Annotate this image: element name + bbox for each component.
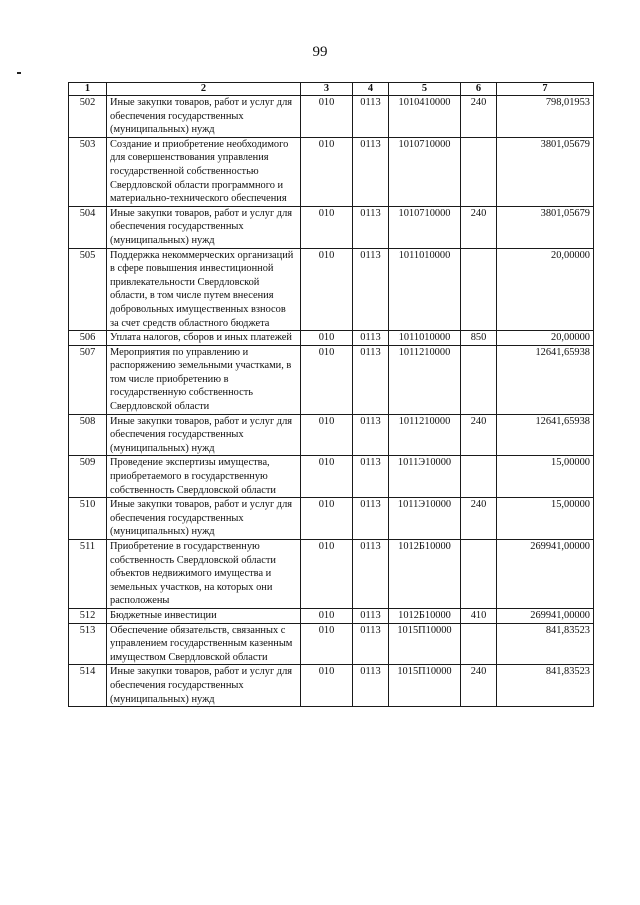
table-row bbox=[69, 456, 594, 498]
row-name: Иные закупки товаров, работ и услуг для обеспечения государственных (муниципальных) нужд bbox=[107, 206, 301, 248]
row-code-4: 0113 bbox=[353, 137, 389, 206]
row-code-6: 850 bbox=[461, 331, 497, 346]
table-row bbox=[69, 331, 594, 346]
row-sum: 269941,00000 bbox=[497, 540, 594, 609]
row-sum: 15,00000 bbox=[497, 498, 594, 540]
row-code-3: 010 bbox=[301, 345, 353, 414]
row-code-4: 0113 bbox=[353, 414, 389, 456]
budget-table bbox=[68, 82, 594, 707]
row-code-4: 0113 bbox=[353, 331, 389, 346]
row-code-4: 0113 bbox=[353, 96, 389, 138]
row-code-5: 1012Б10000 bbox=[389, 608, 461, 623]
row-code-6 bbox=[461, 623, 497, 665]
row-code-4: 0113 bbox=[353, 248, 389, 331]
row-number: 513 bbox=[69, 623, 107, 665]
row-sum: 12641,65938 bbox=[497, 345, 594, 414]
header-col-6: 6 bbox=[461, 83, 497, 96]
table-row bbox=[69, 498, 594, 540]
row-code-5: 1011010000 bbox=[389, 331, 461, 346]
row-sum: 269941,00000 bbox=[497, 608, 594, 623]
row-code-6 bbox=[461, 456, 497, 498]
row-number: 504 bbox=[69, 206, 107, 248]
row-code-6: 410 bbox=[461, 608, 497, 623]
row-code-4: 0113 bbox=[353, 206, 389, 248]
page-number: 99 bbox=[312, 44, 328, 60]
row-code-3: 010 bbox=[301, 248, 353, 331]
row-code-6: 240 bbox=[461, 498, 497, 540]
row-sum: 20,00000 bbox=[497, 248, 594, 331]
row-code-4: 0113 bbox=[353, 665, 389, 707]
row-code-6 bbox=[461, 345, 497, 414]
row-number: 503 bbox=[69, 137, 107, 206]
row-name: Бюджетные инвестиции bbox=[107, 608, 301, 623]
table-body bbox=[69, 96, 594, 707]
row-code-3: 010 bbox=[301, 540, 353, 609]
row-code-3: 010 bbox=[301, 96, 353, 138]
table-row bbox=[69, 345, 594, 414]
table-row bbox=[69, 414, 594, 456]
table-row bbox=[69, 248, 594, 331]
row-code-3: 010 bbox=[301, 498, 353, 540]
table-row bbox=[69, 623, 594, 665]
row-code-6 bbox=[461, 248, 497, 331]
row-code-5: 1011Э10000 bbox=[389, 456, 461, 498]
row-code-3: 010 bbox=[301, 137, 353, 206]
row-name: Уплата налогов, сборов и иных платежей bbox=[107, 331, 301, 346]
row-name: Мероприятия по управлению и распоряжению земельными участками, в том числе приобретению в государственную собственность Свердловской области bbox=[107, 345, 301, 414]
row-number: 509 bbox=[69, 456, 107, 498]
row-code-5: 1012Б10000 bbox=[389, 540, 461, 609]
row-number: 514 bbox=[69, 665, 107, 707]
header-col-1: 1 bbox=[69, 83, 107, 96]
row-number: 512 bbox=[69, 608, 107, 623]
row-code-4: 0113 bbox=[353, 456, 389, 498]
header-col-4: 4 bbox=[353, 83, 389, 96]
table-row bbox=[69, 608, 594, 623]
row-code-5: 1010710000 bbox=[389, 137, 461, 206]
row-sum: 15,00000 bbox=[497, 456, 594, 498]
row-code-3: 010 bbox=[301, 206, 353, 248]
row-name: Обеспечение обязательств, связанных с управлением государственным казенным имуществом Свердловской области bbox=[107, 623, 301, 665]
row-code-6 bbox=[461, 137, 497, 206]
header-col-7: 7 bbox=[497, 83, 594, 96]
row-sum: 3801,05679 bbox=[497, 206, 594, 248]
row-code-3: 010 bbox=[301, 623, 353, 665]
row-sum: 841,83523 bbox=[497, 665, 594, 707]
row-name: Иные закупки товаров, работ и услуг для обеспечения государственных (муниципальных) нужд bbox=[107, 498, 301, 540]
header-col-5: 5 bbox=[389, 83, 461, 96]
row-number: 502 bbox=[69, 96, 107, 138]
row-code-4: 0113 bbox=[353, 540, 389, 609]
row-code-4: 0113 bbox=[353, 608, 389, 623]
row-code-6: 240 bbox=[461, 665, 497, 707]
row-code-5: 1010410000 bbox=[389, 96, 461, 138]
row-code-3: 010 bbox=[301, 456, 353, 498]
row-code-5: 1015П10000 bbox=[389, 665, 461, 707]
row-code-6: 240 bbox=[461, 96, 497, 138]
row-sum: 12641,65938 bbox=[497, 414, 594, 456]
row-name: Создание и приобретение необходимого для совершенствования управления государственной собственностью Свердловской области программного и материально-технического обеспечения bbox=[107, 137, 301, 206]
row-name: Иные закупки товаров, работ и услуг для обеспечения государственных (муниципальных) нужд bbox=[107, 414, 301, 456]
scan-artifact bbox=[17, 72, 21, 74]
row-code-6: 240 bbox=[461, 414, 497, 456]
row-code-4: 0113 bbox=[353, 623, 389, 665]
row-code-4: 0113 bbox=[353, 498, 389, 540]
row-code-5: 1011Э10000 bbox=[389, 498, 461, 540]
row-number: 510 bbox=[69, 498, 107, 540]
row-code-5: 1011210000 bbox=[389, 414, 461, 456]
row-code-5: 1011210000 bbox=[389, 345, 461, 414]
row-code-3: 010 bbox=[301, 608, 353, 623]
row-name: Проведение экспертизы имущества, приобретаемого в государственную собственность Свердловской области bbox=[107, 456, 301, 498]
row-number: 505 bbox=[69, 248, 107, 331]
row-name: Иные закупки товаров, работ и услуг для обеспечения государственных (муниципальных) нужд bbox=[107, 665, 301, 707]
row-code-6 bbox=[461, 540, 497, 609]
row-sum: 841,83523 bbox=[497, 623, 594, 665]
row-number: 507 bbox=[69, 345, 107, 414]
header-col-3: 3 bbox=[301, 83, 353, 96]
table-row bbox=[69, 96, 594, 138]
row-sum: 3801,05679 bbox=[497, 137, 594, 206]
table-row bbox=[69, 137, 594, 206]
row-code-3: 010 bbox=[301, 665, 353, 707]
row-code-6: 240 bbox=[461, 206, 497, 248]
table-row bbox=[69, 206, 594, 248]
row-sum: 20,00000 bbox=[497, 331, 594, 346]
row-code-4: 0113 bbox=[353, 345, 389, 414]
table-row bbox=[69, 665, 594, 707]
row-code-5: 1015П10000 bbox=[389, 623, 461, 665]
row-number: 511 bbox=[69, 540, 107, 609]
row-name: Приобретение в государственную собственность Свердловской области объектов недвижимого имущества и земельных участков, на которых они расположены bbox=[107, 540, 301, 609]
header-col-2: 2 bbox=[107, 83, 301, 96]
row-number: 506 bbox=[69, 331, 107, 346]
table-row bbox=[69, 540, 594, 609]
row-number: 508 bbox=[69, 414, 107, 456]
row-code-3: 010 bbox=[301, 331, 353, 346]
row-name: Поддержка некоммерческих организаций в сфере повышения инвестиционной привлекательности Свердловской области, в том числе путем внесения добровольных имущественных взносов за счет средств областного бюджета bbox=[107, 248, 301, 331]
row-sum: 798,01953 bbox=[497, 96, 594, 138]
row-code-3: 010 bbox=[301, 414, 353, 456]
row-code-5: 1011010000 bbox=[389, 248, 461, 331]
row-name: Иные закупки товаров, работ и услуг для обеспечения государственных (муниципальных) нужд bbox=[107, 96, 301, 138]
header-row bbox=[69, 83, 594, 96]
row-code-5: 1010710000 bbox=[389, 206, 461, 248]
